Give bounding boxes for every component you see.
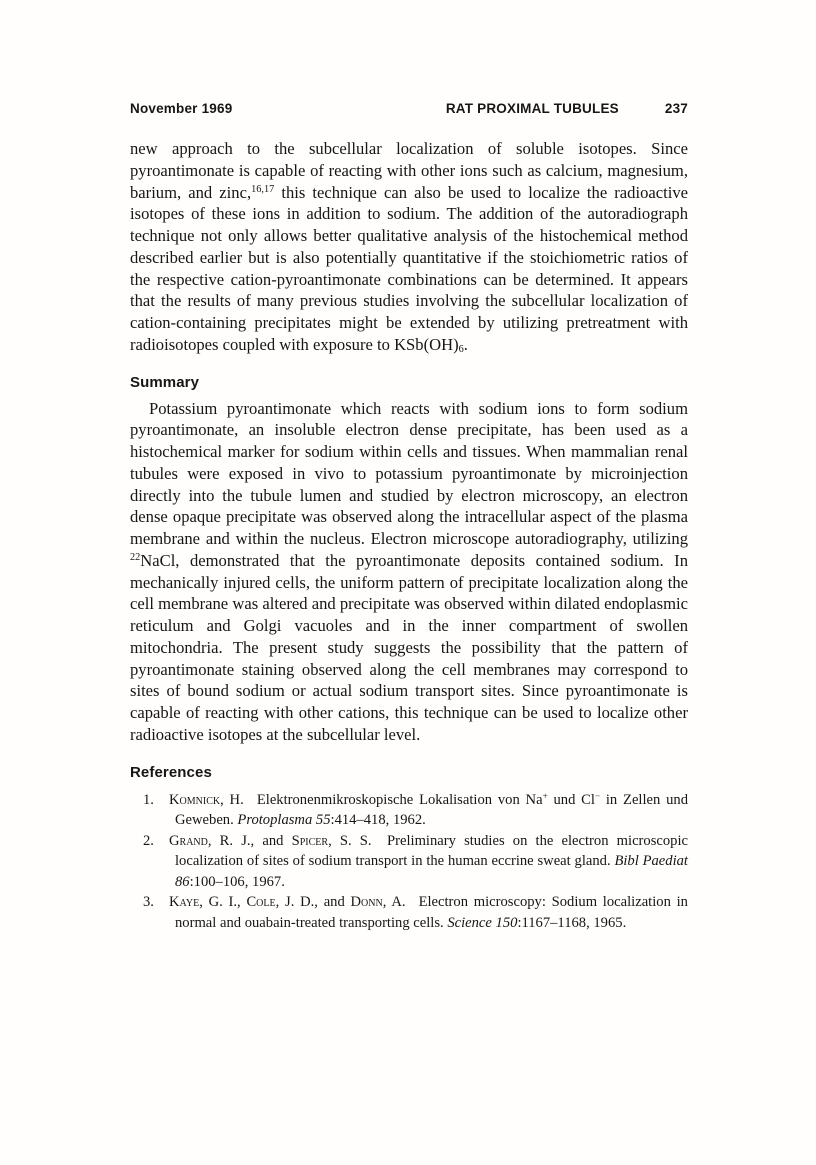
references-heading: References bbox=[130, 763, 212, 781]
running-head-title: RAT PROXIMAL TUBULES bbox=[445, 101, 619, 116]
reference-number: 2. bbox=[143, 832, 154, 849]
reference-item bbox=[130, 831, 688, 893]
reference-text: Komnick, H. Elektronenmikroskopische Lokalisation von Na+ und Cl− in Zellen und Geweben. Protoplasma 55:414–418, 1962. bbox=[169, 790, 689, 829]
reference-number: 1. bbox=[143, 791, 154, 808]
reference-text: Grand, R. J., and Spicer, S. S. Preliminary studies on the electron microscopic localization of sites of sodium transport in the human eccrine sweat gland. Bibl Paediat 86:100–106, 1967. bbox=[169, 832, 688, 890]
reference-text: Kaye, G. I., Cole, J. D., and Donn, A. Electron microscopy: Sodium localization in normal and ouabain-treated transporting cells. Science 150:1167–1168, 1965. bbox=[169, 894, 688, 932]
page-content bbox=[130, 101, 688, 934]
running-head-date: November 1969 bbox=[130, 101, 233, 116]
running-head-right bbox=[446, 101, 688, 116]
page-number: 237 bbox=[664, 101, 688, 116]
summary-heading: Summary bbox=[130, 373, 200, 391]
reference-item bbox=[130, 790, 688, 831]
reference-number: 3. bbox=[143, 894, 154, 911]
reference-item bbox=[130, 892, 688, 933]
running-head bbox=[130, 101, 688, 116]
intro-paragraph: new approach to the subcellular localization of soluble isotopes. Since pyroantimonate is capable of reacting with other ions such as calcium, magnesium, barium, and zinc,$^{16,17}$ this technique can also be used to localize the radioactive isotopes of these ions in addition to sodium. The addition of the autoradiograph technique not only allows better qualitative analysis of the histochemical method described earlier but is also potentially quantitative if the stoichiometric ratios of the respective cation-pyroantimonate combinations can be determined. It appears that the results of many previous studies involving the subcellular localization of cation-containing precipitates might be extended by utilizing pretreatment with radioisotopes coupled with exposure to $KSb(OH)_6$. bbox=[130, 139, 688, 356]
summary-paragraph: Potassium pyroantimonate which reacts with sodium ions to form sodium pyroantimonate, an insoluble electron dense precipitate, has been used as a histochemical marker for sodium within cells and tissues. When mammalian renal tubules were exposed in vivo to potassium pyroantimonate by microinjection directly into the tubule lumen and studied by electron microscopy, an electron dense opaque precipitate was observed along the intracellular aspect of the plasma membrane and within the nucleus. Electron microscope autoradiography, utilizing $^{22}$NaCl, demonstrated that the pyroantimonate deposits contained sodium. In mechanically injured cells, the uniform pattern of precipitate localization along the cell membrane was altered and precipitate was observed within dilated endoplasmic reticulum and Golgi vacuoles and in the inner compartment of swollen mitochondria. The present study suggests the possibility that the pattern of pyroantimonate staining observed along the cell membranes may correspond to sites of bound sodium or actual sodium transport sites. Since pyroantimonate is capable of reacting with other cations, this technique can be used to localize other radioactive isotopes at the subcellular level. bbox=[130, 398, 688, 744]
references-list bbox=[130, 790, 688, 934]
